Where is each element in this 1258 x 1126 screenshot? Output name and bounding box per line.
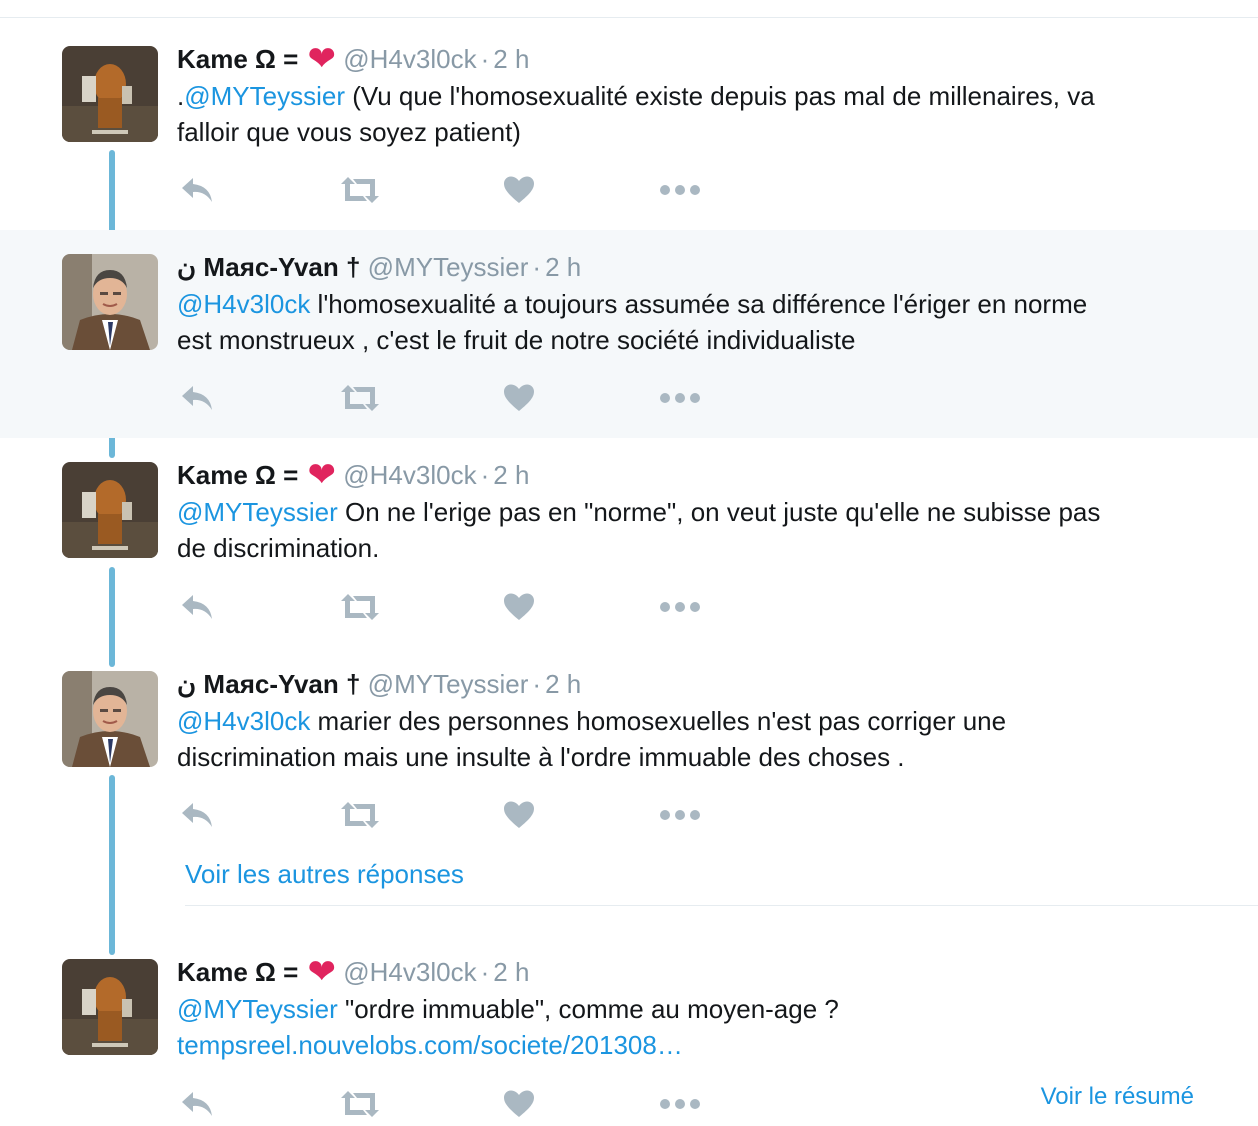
tweet[interactable]: [0, 646, 1258, 858]
like-icon[interactable]: [503, 1084, 535, 1124]
mention-link[interactable]: @H4v3l0ck: [177, 289, 311, 319]
tweet-text: [177, 703, 1187, 775]
divider: [185, 905, 1258, 906]
text-line-1: On ne l'erige pas en "norme", on veut juste qu'elle ne subisse pas: [337, 497, 1101, 527]
mention-link[interactable]: @MYTeyssier: [177, 497, 338, 527]
tweet-text: [177, 991, 1187, 1063]
text-line-2: de discrimination.: [177, 533, 380, 563]
mention-link[interactable]: @MYTeyssier: [177, 994, 338, 1024]
timestamp[interactable]: 2 h: [545, 252, 582, 282]
tweet-text: [177, 286, 1187, 358]
user-name[interactable]: Kame Ω =: [177, 44, 299, 74]
like-icon[interactable]: [503, 795, 535, 835]
tweet-actions: [177, 587, 737, 627]
retweet-icon[interactable]: [339, 795, 381, 835]
tweet-actions: [177, 795, 737, 835]
more-icon[interactable]: [659, 1084, 701, 1124]
user-handle[interactable]: @MYTeyssier: [367, 252, 529, 282]
separator: ·: [480, 460, 490, 490]
tweet-actions: [177, 1084, 737, 1124]
user-handle[interactable]: @H4v3l0ck: [343, 957, 477, 987]
reply-icon[interactable]: [179, 1084, 215, 1124]
reply-icon[interactable]: [179, 170, 215, 210]
more-icon[interactable]: [659, 587, 701, 627]
tweet[interactable]: [0, 18, 1258, 230]
url-link[interactable]: tempsreel.nouvelobs.com/societe/201308…: [177, 1030, 683, 1060]
text-line-1: l'homosexualité a toujours assumée sa différence l'ériger en norme: [310, 289, 1088, 319]
top-divider: [0, 0, 1258, 18]
user-name[interactable]: ن Маяс-Yvan †: [177, 669, 361, 699]
retweet-icon[interactable]: [339, 378, 381, 418]
like-icon[interactable]: [503, 378, 535, 418]
more-icon[interactable]: [659, 795, 701, 835]
avatar[interactable]: [62, 254, 158, 350]
separator: ·: [480, 957, 490, 987]
text-line-2: est monstrueux , c'est le fruit de notre société individualiste: [177, 325, 856, 355]
user-name[interactable]: Kame Ω =: [177, 460, 299, 490]
reply-icon[interactable]: [179, 795, 215, 835]
like-icon[interactable]: [503, 587, 535, 627]
retweet-icon[interactable]: [339, 170, 381, 210]
tweet-text: [177, 78, 1187, 150]
user-name[interactable]: ن Маяс-Yvan †: [177, 252, 361, 282]
separator: ·: [532, 669, 542, 699]
tweet[interactable]: [0, 230, 1258, 438]
timestamp[interactable]: 2 h: [493, 460, 530, 490]
text-line-1: "ordre immuable", comme au moyen-age ?: [337, 994, 839, 1024]
retweet-icon[interactable]: [339, 587, 381, 627]
text-line-1: marier des personnes homosexuelles n'est pas corriger une: [310, 706, 1007, 736]
avatar[interactable]: [62, 671, 158, 767]
avatar[interactable]: [62, 462, 158, 558]
heart-emoji: ❤: [307, 40, 337, 78]
like-icon[interactable]: [503, 170, 535, 210]
user-name[interactable]: Kame Ω =: [177, 957, 299, 987]
timestamp[interactable]: 2 h: [493, 44, 530, 74]
separator: ·: [532, 252, 542, 282]
text-prefix: .: [177, 81, 185, 111]
user-handle[interactable]: @MYTeyssier: [367, 669, 529, 699]
timestamp[interactable]: 2 h: [545, 669, 582, 699]
user-handle[interactable]: @H4v3l0ck: [343, 44, 477, 74]
timestamp[interactable]: 2 h: [493, 957, 530, 987]
user-handle[interactable]: @H4v3l0ck: [343, 460, 477, 490]
heart-emoji: ❤: [307, 456, 337, 494]
tweet[interactable]: [0, 438, 1258, 646]
retweet-icon[interactable]: [339, 1084, 381, 1124]
more-icon[interactable]: [659, 378, 701, 418]
reply-icon[interactable]: [179, 587, 215, 627]
reply-icon[interactable]: [179, 378, 215, 418]
mention-link[interactable]: @MYTeyssier: [184, 81, 345, 111]
avatar[interactable]: [62, 959, 158, 1055]
text-line-2: discrimination mais une insulte à l'ordre immuable des choses .: [177, 742, 905, 772]
more-replies-link[interactable]: Voir les autres réponses: [185, 859, 464, 889]
text-line-2: falloir que vous soyez patient): [177, 117, 521, 147]
more-icon[interactable]: [659, 170, 701, 210]
text-line-1: (Vu que l'homosexualité existe depuis pas mal de millenaires, va: [344, 81, 1095, 111]
view-summary-link[interactable]: Voir le résumé: [1040, 1083, 1194, 1110]
avatar[interactable]: [62, 46, 158, 142]
tweet-actions: [177, 378, 737, 418]
separator: ·: [480, 44, 490, 74]
heart-emoji: ❤: [307, 953, 337, 991]
tweet-actions: [177, 170, 737, 210]
tweet-text: [177, 494, 1187, 566]
mention-link[interactable]: @H4v3l0ck: [177, 706, 311, 736]
